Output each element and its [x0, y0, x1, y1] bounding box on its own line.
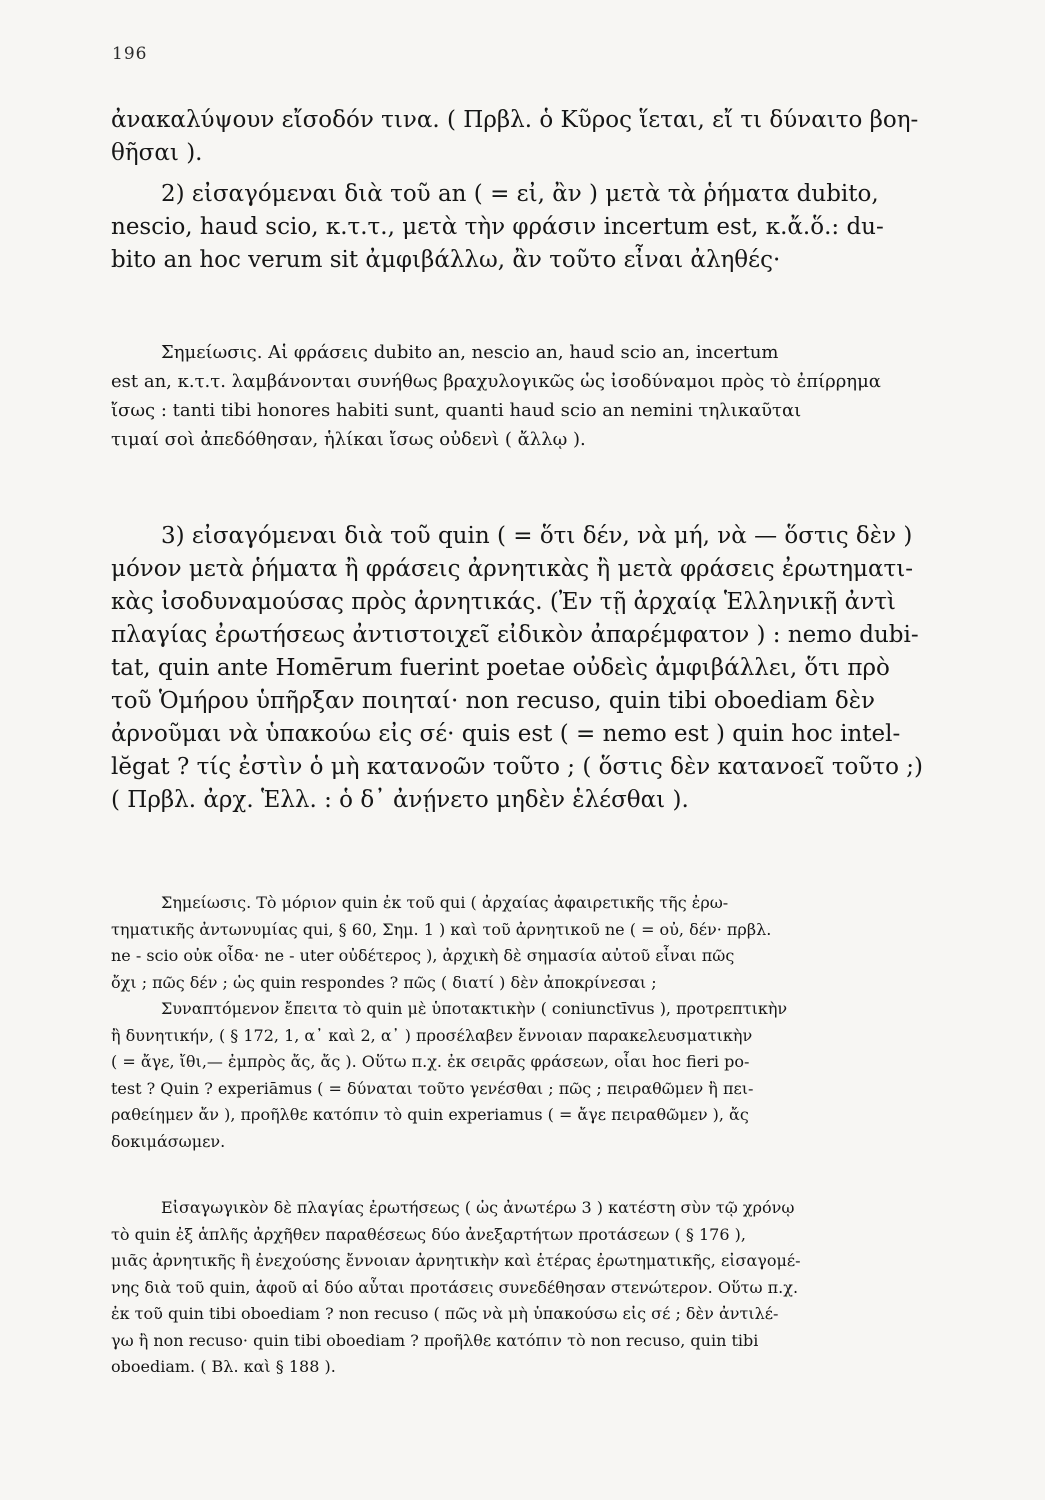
text-line: Συναπτόμενον ἔπειτα τὸ quin μὲ ὑποτακτικὴν ( coniunctīvus ), προτρεπτικὴν: [161, 999, 788, 1018]
text-line: θῆσαι ).: [111, 140, 203, 166]
text-line: γω ἢ non recuso· quin tibi oboediam ? προῆλθε κατόπιν τὸ non recuso, quin tibi: [111, 1330, 759, 1350]
text-line: τιμαί σοὶ ἀπεδόθησαν, ἡλίκαι ἴσως οὐδενὶ ( ἄλλῳ ).: [111, 429, 586, 450]
text-line: μιᾶς ἀρνητικῆς ἢ ἐνεχούσης ἔννοιαν ἀρνητικὴν καὶ ἑτέρας ἐρωτηματικῆς, εἰσαγομέ-: [111, 1251, 801, 1270]
text-line: δοκιμάσωμεν.: [111, 1131, 226, 1151]
text-line: ὄχι ; πῶς δέν ; ὡς quin respondes ? πῶς ( διατί ) δὲν ἀποκρίνεσαι ;: [111, 972, 657, 992]
paragraph-continuation: [111, 104, 981, 170]
text-line: νης διὰ τοῦ quin, ἀφοῦ αἱ δύο αὗται προτάσεις συνεδέθησαν στενώτερον. Οὕτω π.χ.: [111, 1277, 799, 1297]
text-line: τοῦ Ὁμήρου ὑπῆρξαν ποιηταί· non recuso, quin tibi oboediam δὲν: [111, 688, 876, 714]
text-line: ἢ δυνητικήν, ( § 172, 1, α᾽ καὶ 2, α᾽ ) προσέλαβεν ἔννοιαν παρακελευσματικὴν: [111, 1025, 753, 1045]
note-2: [111, 890, 981, 1155]
text-line: tat, quin ante Homērum fuerint poetae οὐδεὶς ἀμφιβάλλει, ὅτι πρὸ: [111, 655, 890, 681]
text-line: πλαγίας ἐρωτήσεως ἀντιστοιχεῖ εἰδικὸν ἀπαρέμφατον ) : nemo dubi-: [111, 622, 919, 648]
text-line: ne - scio οὐκ οἶδα· ne - uter οὐδέτερος ), ἀρχικὴ δὲ σημασία αὐτοῦ εἶναι πῶς: [111, 946, 735, 965]
note-1: [111, 338, 981, 454]
text-line: lĕgat ? τίς ἐστὶν ὁ μὴ κατανοῶν τοῦτο ; ( ὅστις δὲν κατανοεῖ τοῦτο ;): [111, 754, 923, 780]
text-line: 3) εἰσαγόμεναι διὰ τοῦ quin ( = ὅτι δέν, νὰ μή, νὰ — ὅστις δὲν ): [161, 523, 913, 549]
paragraph-2-an: [111, 178, 981, 277]
text-line: μόνον μετὰ ῥήματα ἢ φράσεις ἀρνητικὰς ἢ μετὰ φράσεις ἐρωτηματι-: [111, 556, 914, 582]
text-line: bito an hoc verum sit ἀμφιβάλλω, ἂν τοῦτο εἶναι ἀληθές·: [111, 247, 781, 273]
text-line: Εἰσαγωγικὸν δὲ πλαγίας ἐρωτήσεως ( ὡς ἀνωτέρω 3 ) κατέστη σὺν τῷ χρόνῳ: [161, 1198, 795, 1217]
text-line: est an, κ.τ.τ. λαμβάνονται συνήθως βραχυλογικῶς ὡς ἰσοδύναμοι πρὸς τὸ ἐπίρρημα: [111, 371, 881, 392]
text-line: Σημείωσις. Αἱ φράσεις dubito an, nescio an, haud scio an, incertum: [161, 342, 779, 363]
text-line: ἀνακαλύψουν εἴσοδόν τινα. ( Πρβλ. ὁ Κῦρος ἵεται, εἴ τι δύναιτο βοη-: [111, 107, 919, 133]
page-number: 196: [112, 44, 148, 64]
note-3: [111, 1195, 981, 1381]
text-line: κὰς ἰσοδυναμούσας πρὸς ἀρνητικάς. (Ἐν τῇ ἀρχαίᾳ Ἑλληνικῇ ἀντὶ: [111, 589, 896, 615]
text-line: ραθείημεν ἄν ), προῆλθε κατόπιν τὸ quin experiamus ( = ἄγε πειραθῶμεν ), ἄς: [111, 1105, 749, 1124]
text-line: Σημείωσις. Τὸ μόριον quin ἐκ τοῦ qui ( ἀρχαίας ἀφαιρετικῆς τῆς ἐρω-: [161, 893, 729, 912]
text-line: ἐκ τοῦ quin tibi oboediam ? non recuso ( πῶς νὰ μὴ ὑπακούσω εἰς σέ ; δὲν ἀντιλέ-: [111, 1304, 779, 1323]
text-line: ἀρνοῦμαι νὰ ὑπακούω εἰς σέ· quis est ( = nemo est ) quin hoc intel-: [111, 721, 901, 747]
text-line: 2) εἰσαγόμεναι διὰ τοῦ an ( = εἰ, ἂν ) μετὰ τὰ ῥήματα dubito,: [161, 181, 879, 207]
text-line: nescio, haud scio, κ.τ.τ., μετὰ τὴν φράσιν incertum est, κ.ἄ.ὅ.: du-: [111, 214, 884, 240]
paragraph-3-quin: [111, 520, 981, 817]
text-line: ( = ἄγε, ἴθι,— ἐμπρὸς ἄς, ἄς ). Οὕτω π.χ. ἐκ σειρᾶς φράσεων, οἷαι hoc fieri po-: [111, 1052, 750, 1071]
text-line: ἴσως : tanti tibi honores habiti sunt, quanti haud scio an nemini τηλικαῦται: [111, 400, 802, 421]
text-line: τὸ quin ἐξ ἁπλῆς ἀρχῆθεν παραθέσεως δύο ἀνεξαρτήτων προτάσεων ( § 176 ),: [111, 1224, 746, 1244]
text-line: oboediam. ( Βλ. καὶ § 188 ).: [111, 1357, 336, 1376]
text-line: τηματικῆς ἀντωνυμίας qui, § 60, Σημ. 1 ) καὶ τοῦ ἀρνητικοῦ ne ( = οὐ, δέν· πρβλ.: [111, 919, 772, 939]
text-line: test ? Quin ? experiāmus ( = δύναται τοῦτο γενέσθαι ; πῶς ; πειραθῶμεν ἢ πει-: [111, 1078, 754, 1098]
text-line: ( Πρβλ. ἀρχ. Ἑλλ. : ὁ δ᾽ ἀνῄνετο μηδὲν ἑλέσθαι ).: [111, 787, 689, 813]
